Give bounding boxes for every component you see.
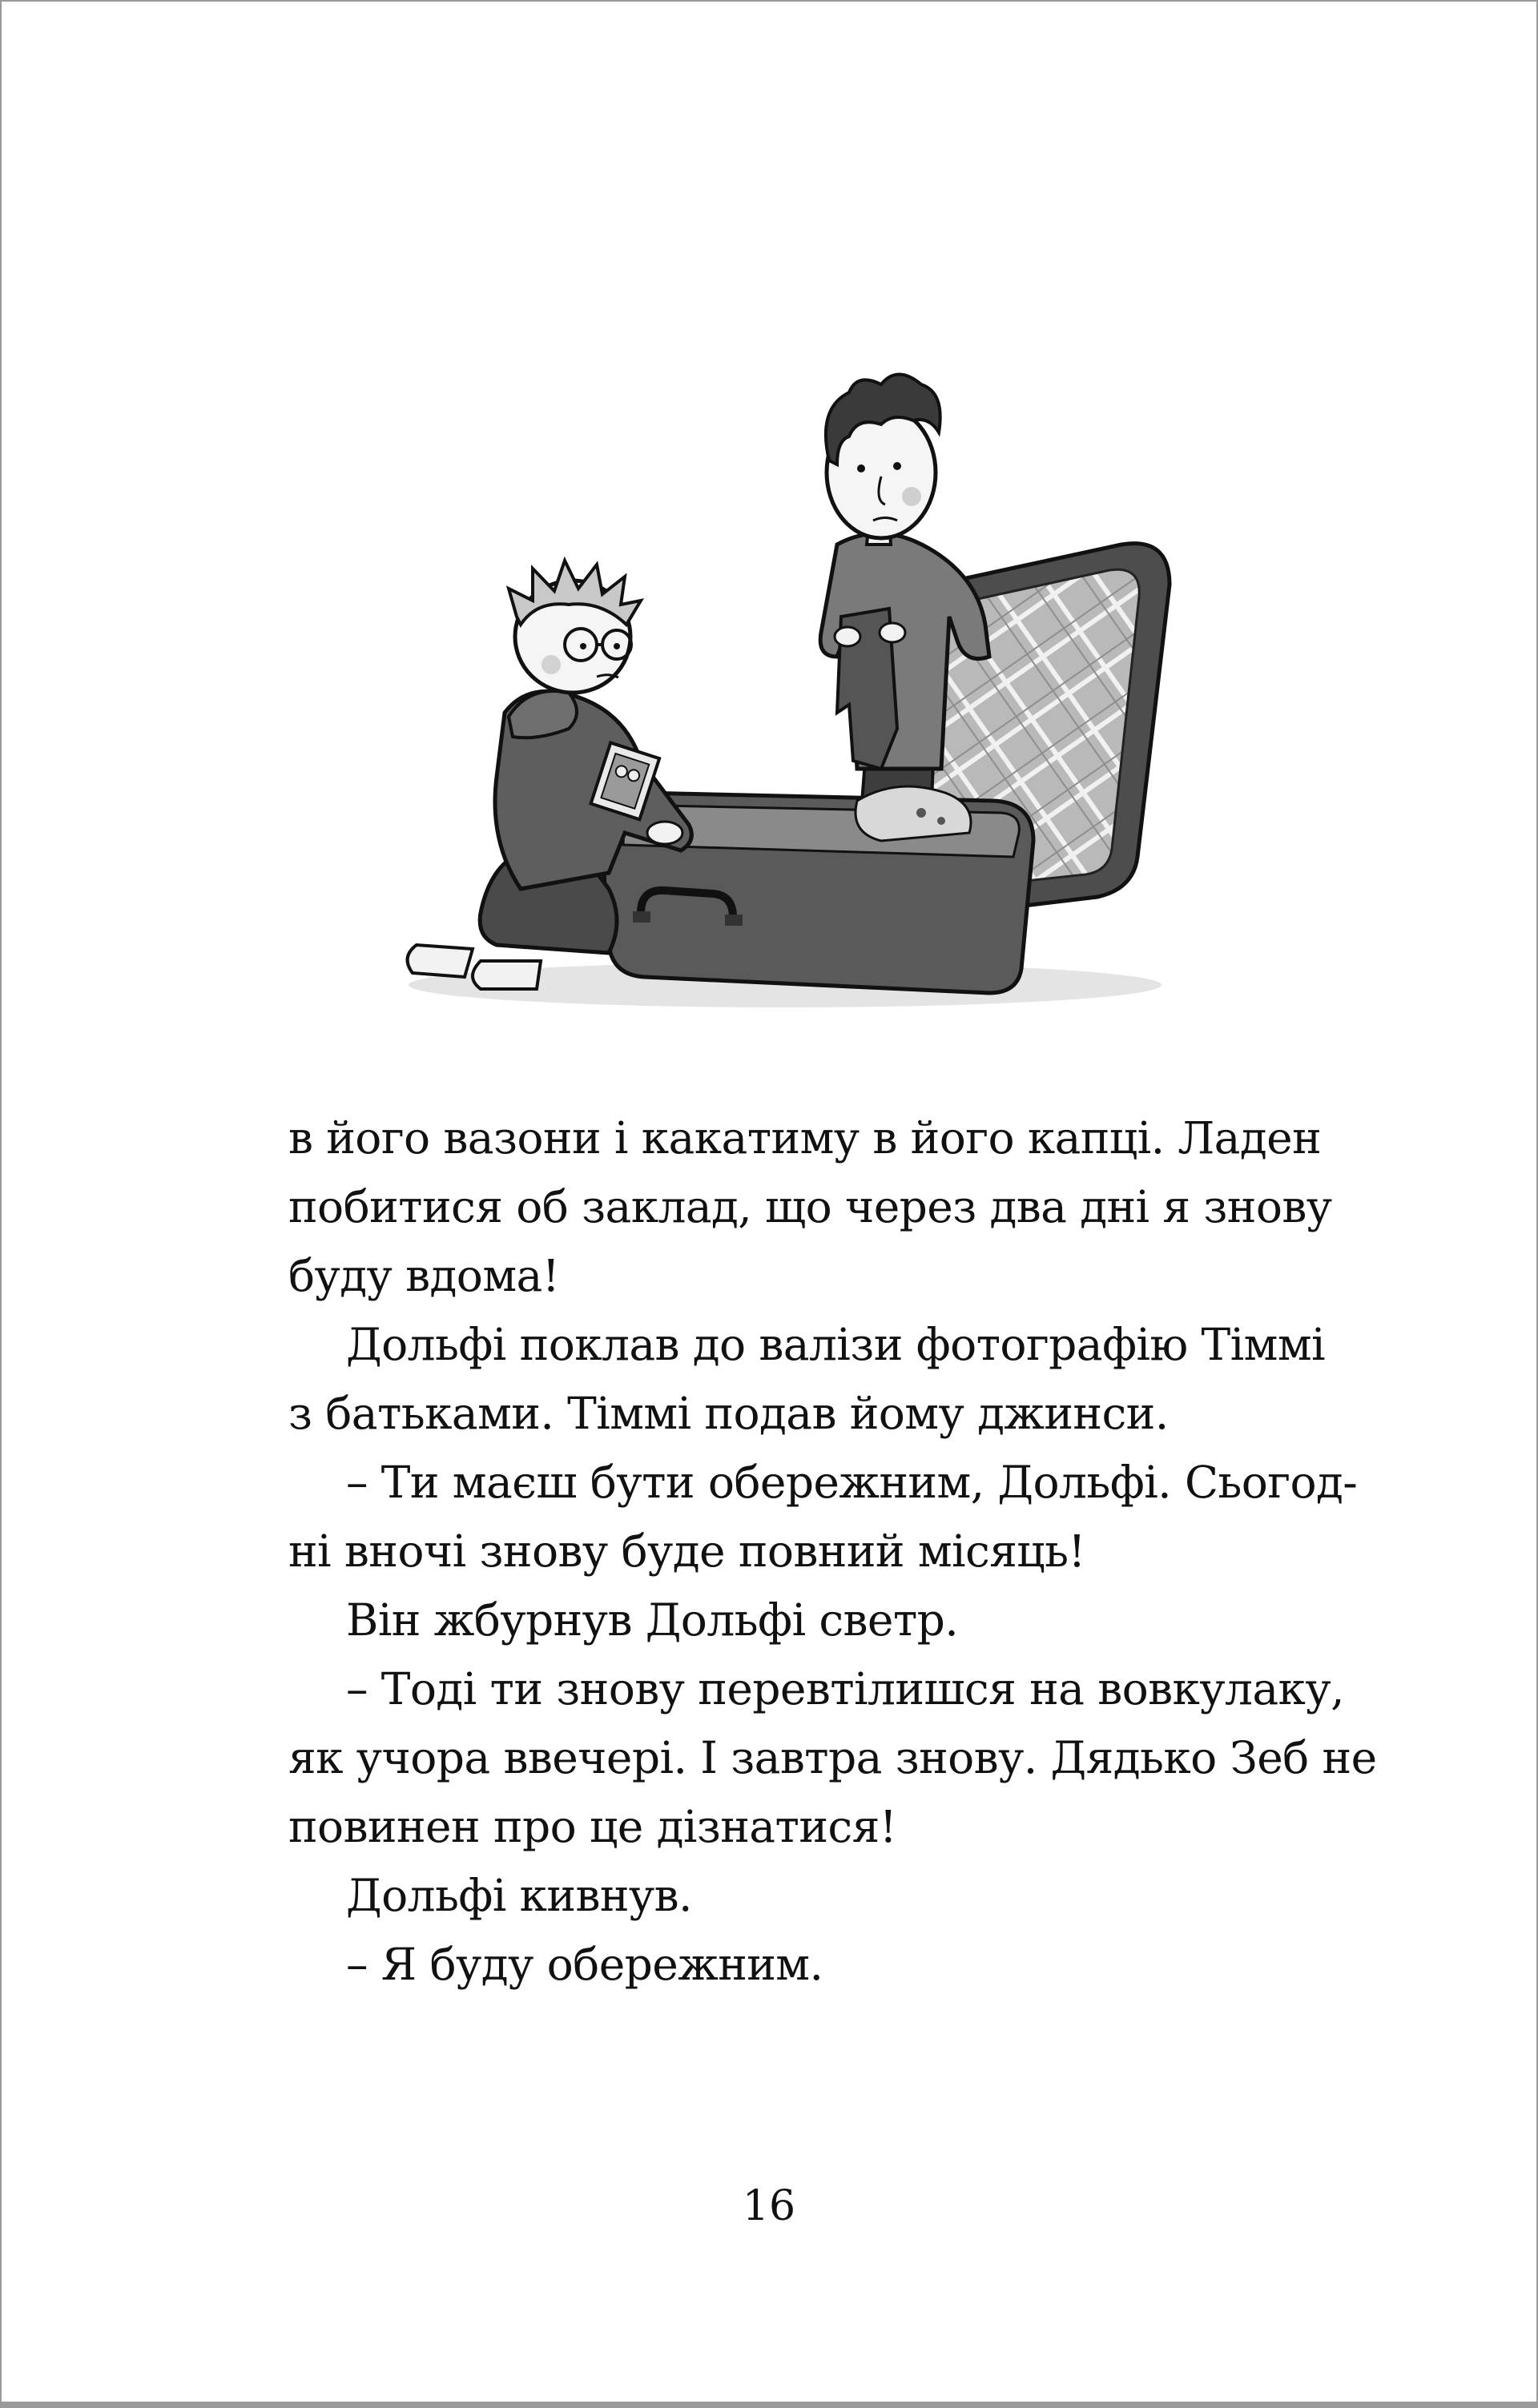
text-line: в його вазони і какатиму в його капці. Ладен [288,1112,1322,1164]
text-line: як учора ввечері. І завтра знову. Дядько Зеб не [288,1732,1377,1783]
text-line: Дольфі поклав до валізи фотографію Тіммі [346,1319,1325,1370]
text-line: – Я буду обережним. [346,1939,823,1990]
text-line: з батьками. Тіммі подав йому джинси. [288,1388,1169,1439]
text-line: побитися об заклад, що через два дні я знову [288,1181,1332,1232]
text-line: – Тоді ти знову перевтілишся на вовкулаку, [346,1663,1344,1715]
text-line: – Ти маєш бути обережним, Дольфі. Сьогод- [346,1457,1358,1508]
text-line: буду вдома! [288,1250,560,1301]
text-line: ні вночі знову буде повний місяць! [288,1526,1085,1577]
text-line: Дольфі кивнув. [346,1870,692,1921]
text-line: Він жбурнув Дольфі светр. [346,1594,959,1646]
page-number: 16 [742,2182,796,2230]
body-text [288,1103,1377,1999]
boys-packing-suitcase-illustration [368,280,1218,1033]
text-line: повинен про це дізнатися! [288,1801,897,1852]
